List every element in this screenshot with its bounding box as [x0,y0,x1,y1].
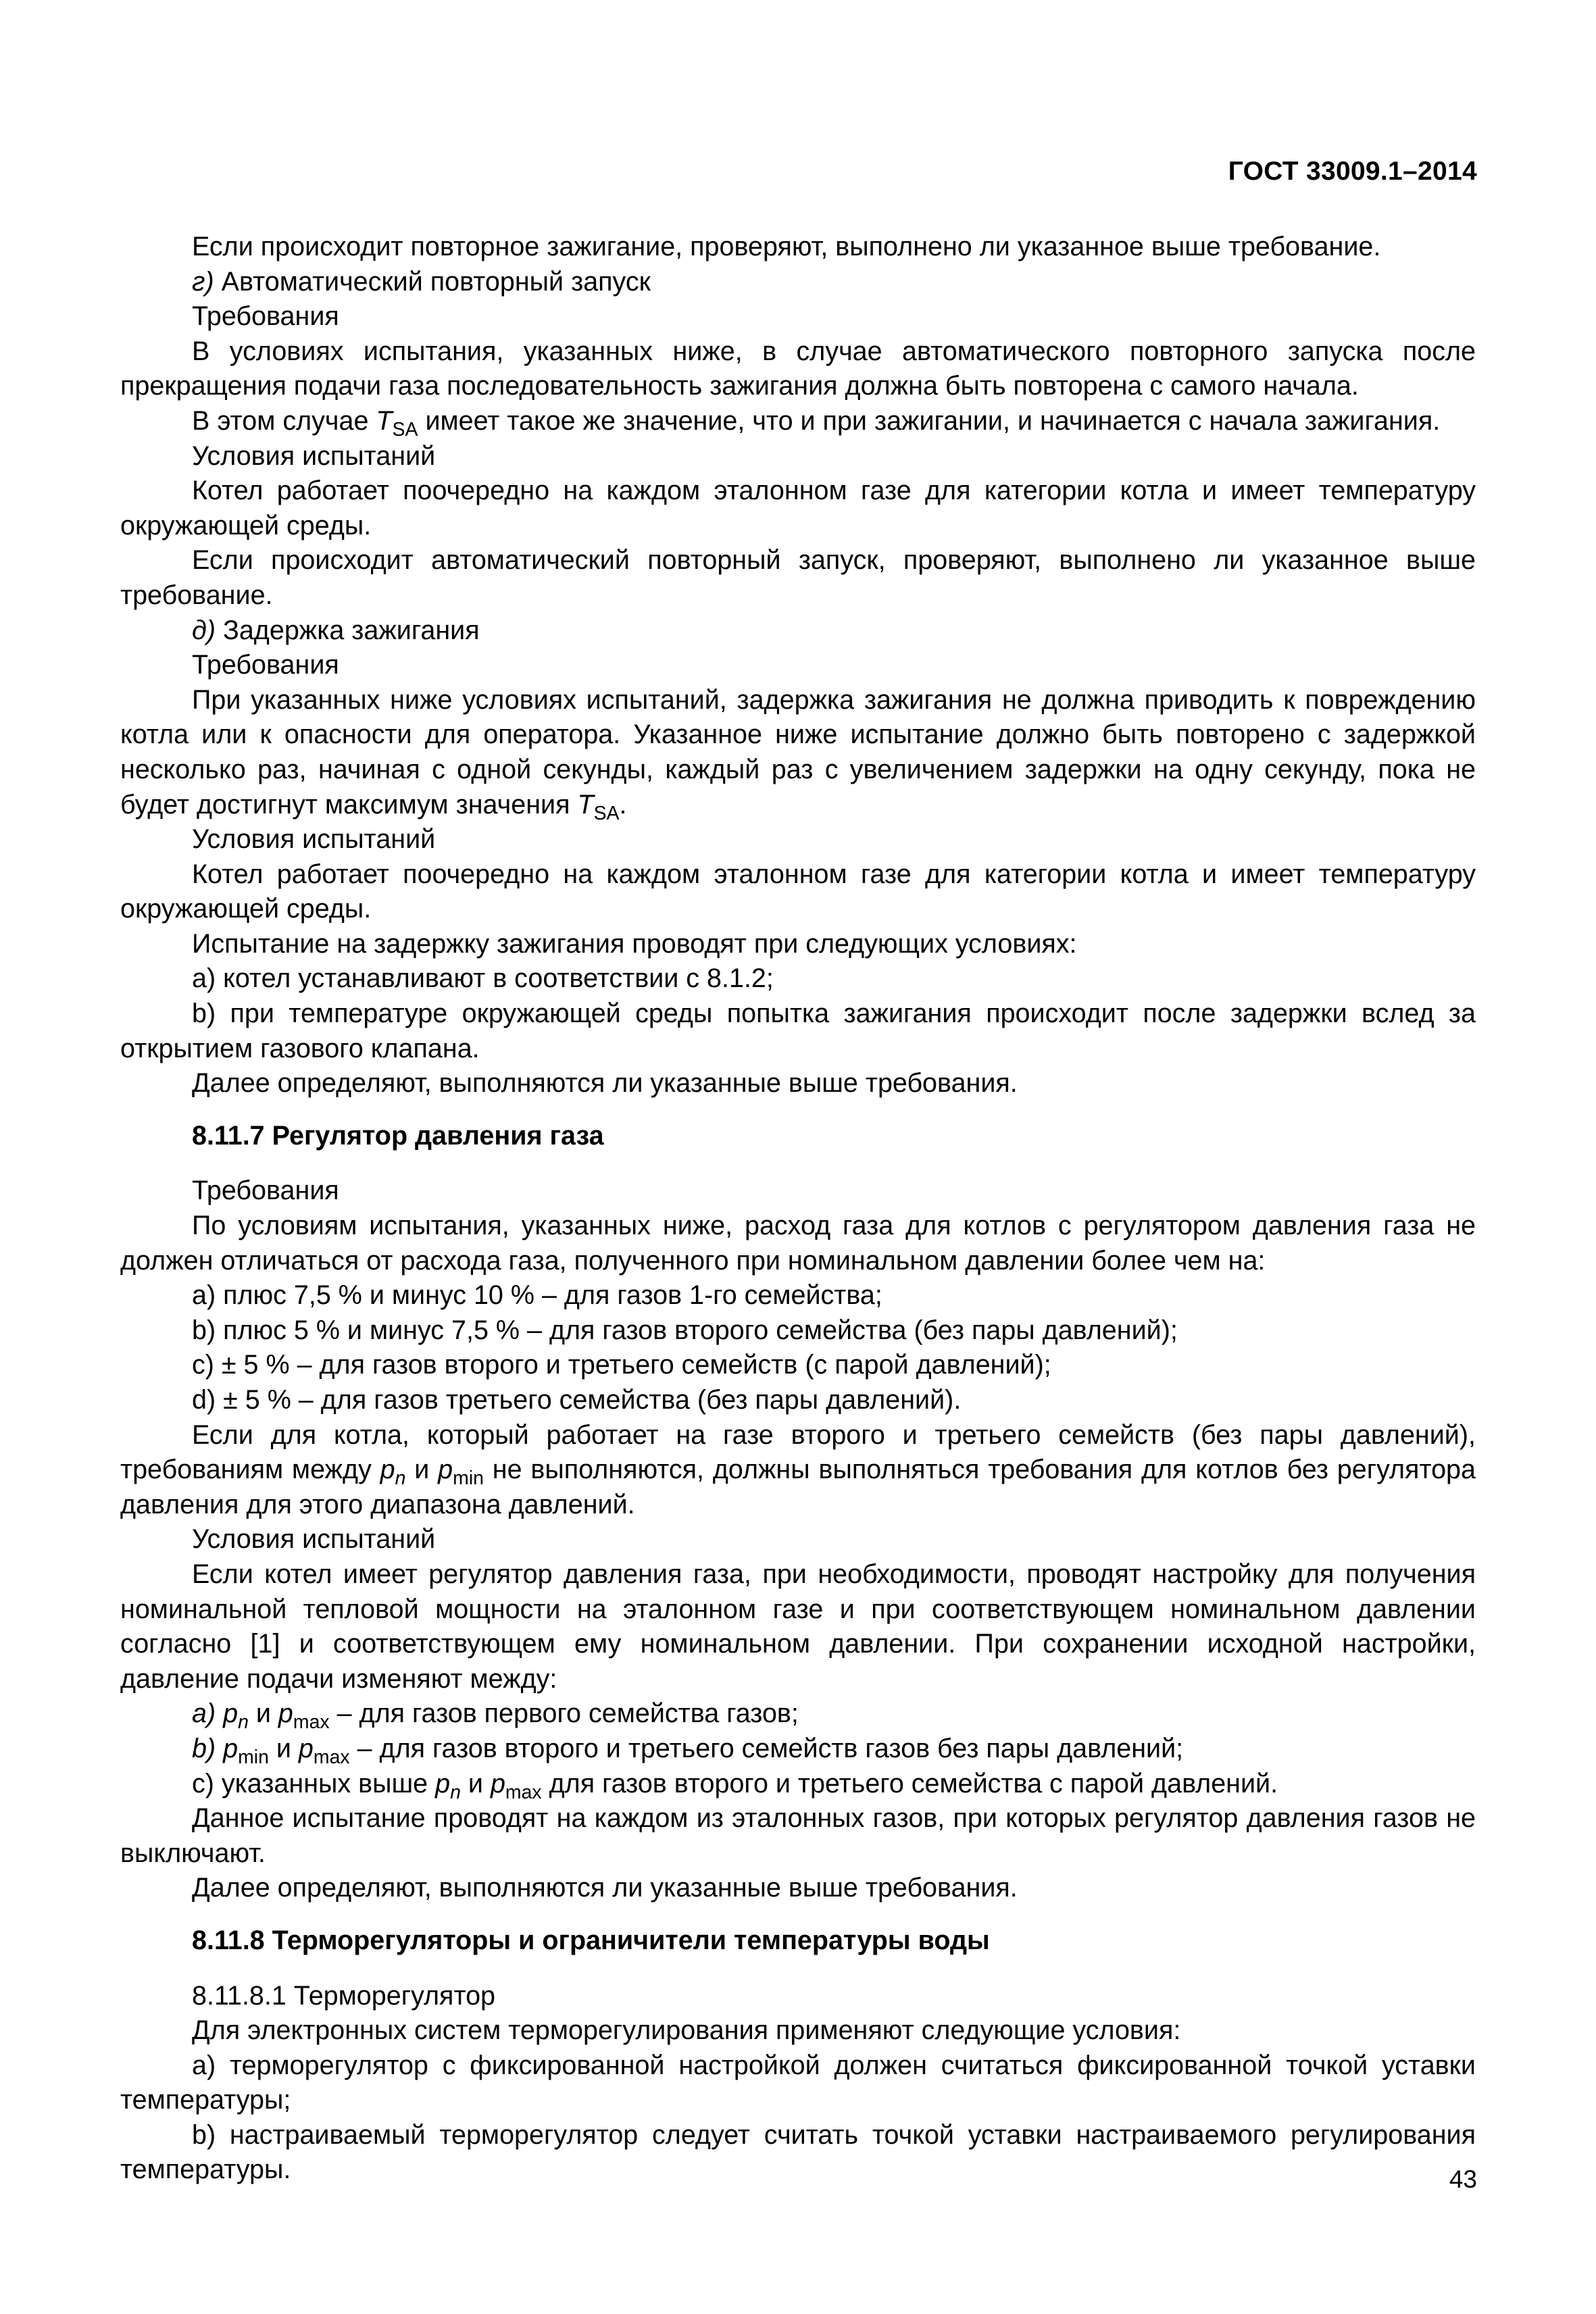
variable: p [223,1699,239,1729]
variable: T [376,405,393,436]
paragraph: В этом случае $T_{SA}$ имеет такое же значение, что и при зажигании, и начинается с начала зажигания. [192,405,1441,441]
list-item: а) плюс 7,5 % и минус 10 % – для газов 1-го семейства; [192,1280,882,1311]
paragraph: Испытание на задержку зажигания проводят при следующих условиях: [192,928,1077,959]
list-item: b) при температуре окружающей среды попытка зажигания происходит после задержки вслед за открытием газового клапана. [120,999,1476,1063]
paragraph: Далее определяют, выполняются ли указанные выше требования. [192,1873,1018,1903]
list-item: а) терморегулятор с фиксированной настройкой должен считаться фиксированной точкой уставки температуры; [120,2050,1476,2115]
variable: p [438,1455,453,1485]
list-item: с) указанных выше $p_n$ и $p_{max}$ для газов второго и третьего семейства с парой давлений. [192,1768,1278,1803]
list-item-text: Задержка зажигания [216,615,480,645]
list-item: b) плюс 5 % и минус 7,5 % – для газов второго семейства (без пары давлений); [192,1315,1178,1345]
paragraph: Если происходит автоматический повторный запуск, проверяют, выполнено ли указанное выше требование. [120,545,1476,610]
list-item: с) ± 5 % – для газов второго и третьего семейств (с парой давлений); [192,1350,1051,1380]
variable: p [380,1455,395,1485]
list-item: b) настраиваемый терморегулятор следует считать точкой уставки настраиваемого регулирования температуры. [120,2119,1476,2185]
variable: T [577,789,594,820]
list-item-text: Автоматический повторный запуск [214,266,651,297]
subsection-label: Условия испытаний [192,824,436,855]
section-heading: 8.11.7 Регулятор давления газа [192,1120,604,1151]
variable-subscript: min [453,1467,484,1490]
paragraph: Котел работает поочередно на каждом эталонном газе для категории котла и имеет температуру окружающей среды. [120,476,1476,540]
paragraph: При указанных ниже условиях испытаний, задержка зажигания не должна приводить к повреждению котла или к опасности для оператора. Указанное ниже испытание должно быть повторено с задержкой несколько раз, начиная с одной секунды, каждый раз с увеличением задержки на одну секунду, пока не будет достигнут максимум значения $T_{SA}$. [120,684,1476,824]
variable-subscript: min [238,1746,269,1769]
subsection-label: Требования [192,650,339,680]
paragraph: В условиях испытания, указанных ниже, в случае автоматического повторного запуска после прекращения подачи газа последовательность зажигания должна быть повторена с самого начала. [120,336,1476,401]
subsection-label: Требования [192,1176,339,1206]
document-code-header: ГОСТ 33009.1–2014 [1228,157,1477,186]
paragraph: Для электронных систем терморегулирования применяют следующие условия: [192,2015,1181,2046]
variable-subscript: max [313,1746,350,1769]
page-number: 43 [1449,2165,1477,2193]
variable-subscript: n [395,1467,406,1490]
paragraph: Если происходит повторное зажигание, проверяют, выполнено ли указанное выше требование. [192,232,1381,261]
subsection-label: Условия испытаний [192,441,436,471]
subsection-label: Требования [192,301,339,332]
variable-subscript: SA [593,802,620,824]
variable: p [223,1733,239,1763]
variable: p [298,1733,314,1763]
list-marker: b) [192,1733,224,1763]
subsection-heading: 8.11.8.1 Терморегулятор [192,1980,496,2011]
paragraph: Если для котла, который работает на газе второго и третьего семейств (без пары давлений), требованиям между $p_n$ и $p_{min}$ не выполняются, должны выполняться требования для котлов без регулятора давления для этого диапазона давлений. [120,1419,1476,1519]
paragraph: По условиям испытания, указанных ниже, расход газа для котлов с регулятором давления газа не должен отличаться от расхода газа, полученного при номинальном давлении более чем на: [120,1211,1476,1276]
list-item-heading [120,613,1476,649]
list-item: d) ± 5 % – для газов третьего семейства (без пары давлений). [192,1385,962,1415]
paragraph: Котел работает поочередно на каждом эталонном газе для категории котла и имеет температуру окружающей среды. [120,859,1476,924]
paragraph: Данное испытание проводят на каждом из эталонных газов, при которых регулятор давления газов не выключают. [120,1803,1476,1868]
subsection-label: Условия испытаний [192,1524,436,1555]
list-item: а) $p_n$ и $p_{max}$ – для газов первого семейства газов; [192,1699,799,1734]
paragraph: Если котел имеет регулятор давления газа, при необходимости, проводят настройку для получения номинальной тепловой мощности на эталонном газе и при соответствующем номинальном давлении согласно [1] и соответствующем ему номинальном давлении. При сохранении исходной настройки, давление подачи изменяют между: [120,1559,1476,1694]
variable-subscript: max [505,1781,542,1803]
list-marker: г) [192,266,214,297]
list-item-heading [120,265,1476,300]
variable-subscript: max [293,1711,330,1734]
variable-subscript: n [450,1781,461,1803]
list-item: b) $p_{min}$ и $p_{max}$ – для газов второго и третьего семейств газов без пары давлений; [192,1733,1184,1769]
paragraph: Далее определяют, выполняются ли указанные выше требования. [192,1068,1018,1099]
variable: p [278,1699,293,1729]
variable-subscript: SA [392,419,418,441]
variable-subscript: n [238,1711,249,1734]
list-item: а) котел устанавливают в соответствии с 8.1.2; [192,963,774,994]
page-body [120,230,1476,2188]
list-marker: д) [192,615,216,645]
variable: p [490,1768,505,1799]
list-marker: а) [192,1699,224,1729]
section-heading: 8.11.8 Терморегуляторы и ограничители температуры воды [192,1925,990,1955]
variable: p [435,1768,451,1799]
